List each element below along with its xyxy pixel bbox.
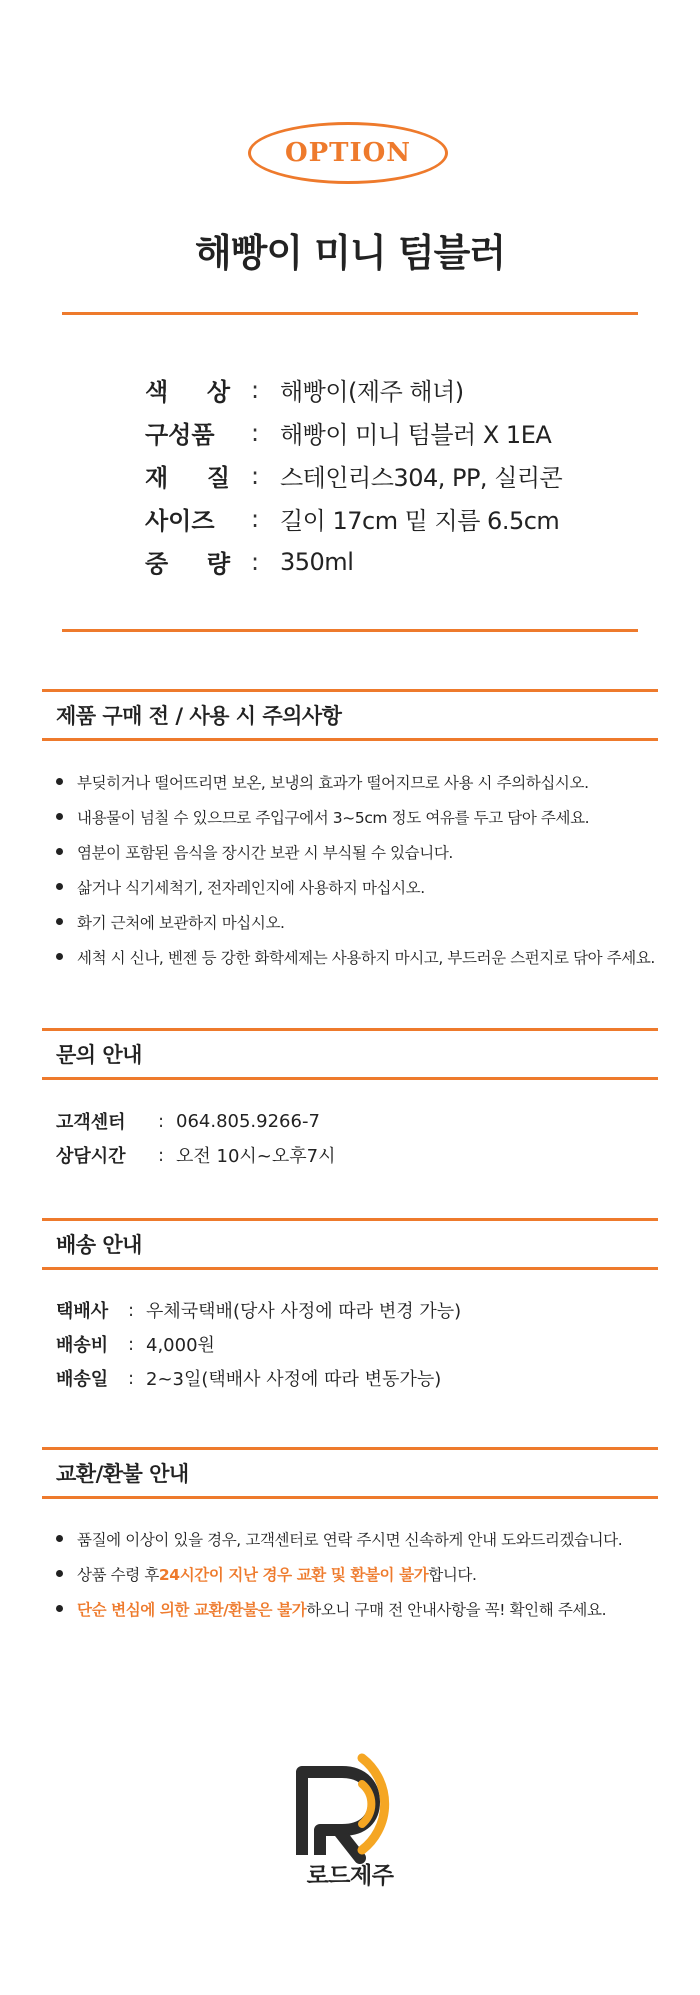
spec-list [145,368,562,583]
phone-number[interactable]: 064.805.9266-7 [176,1110,320,1132]
spec-colon: : [250,418,260,447]
exchange-list [56,1521,622,1626]
info-colon: : [127,1367,135,1389]
list-item: 단순 변심에 의한 교환/환불은 불가 하오니 구매 전 안내사항을 꼭! 확인해 주세요. [56,1591,622,1626]
spec-row-color [145,368,562,411]
info-row-hours [56,1138,336,1172]
info-colon: : [157,1144,165,1166]
spec-label: 재 질 [145,464,230,492]
bullet-icon [56,1570,63,1577]
bullet-icon [56,848,63,855]
spec-colon: : [250,504,260,533]
bullet-icon [56,953,63,960]
inquiry-info [56,1104,336,1172]
bullet-icon [56,778,63,785]
list-item: 화기 근처에 보관하지 마십시오. [56,904,655,939]
caution-list [56,764,655,974]
info-value: 우체국택배(당사 사정에 따라 변경 가능) [146,1301,462,1322]
info-label: 고객센터 [56,1112,126,1133]
spec-row-components [145,411,562,454]
info-value: 4,000원 [146,1335,215,1356]
spec-row-material [145,454,562,497]
info-value: 2~3일(택배사 사정에 따라 변동가능) [146,1369,442,1390]
section-title-shipping: 배송 안내 [42,1218,658,1270]
highlight-text: 24시간이 지난 경우 교환 및 환불이 불가 [158,1565,429,1584]
info-row-customer-center [56,1104,336,1138]
bullet-icon [56,883,63,890]
info-row-fee [56,1327,461,1361]
list-item: 세척 시 신나, 벤젠 등 강한 화학세제는 사용하지 마시고, 부드러운 스펀지로 닦아 주세요. [56,939,655,974]
spec-colon: : [250,375,260,404]
info-colon: : [127,1299,135,1321]
list-item: 내용물이 넘칠 수 있으므로 주입구에서 3~5cm 정도 여유를 두고 담아 주세요. [56,799,655,834]
spec-label: 색 상 [145,378,230,406]
info-value: 오전 10시~오후7시 [176,1146,336,1167]
bullet-icon [56,918,63,925]
info-label: 배송일 [56,1369,109,1390]
spec-value: 길이 17cm 밑 지름 6.5cm [280,507,560,535]
spec-row-size [145,497,562,540]
section-title-caution: 제품 구매 전 / 사용 시 주의사항 [42,689,658,741]
info-colon: : [157,1110,165,1132]
divider-bottom [62,629,638,632]
info-label: 배송비 [56,1335,109,1356]
spec-colon: : [250,547,260,576]
spec-row-weight [145,540,562,583]
bullet-icon [56,1605,63,1612]
shipping-info [56,1293,461,1395]
spec-value: 350ml [280,547,354,576]
info-label: 택배사 [56,1301,109,1322]
spec-label: 사이즈 [145,507,215,535]
bullet-icon [56,1535,63,1542]
product-title: 해빵이 미니 텀블러 [194,231,506,275]
brand-name: 로드제주 [306,1863,394,1889]
spec-colon: : [250,461,260,490]
option-badge: OPTION [248,122,448,184]
list-item: 상품 수령 후 24시간이 지난 경우 교환 및 환불이 불가 합니다. [56,1556,622,1591]
section-title-inquiry: 문의 안내 [42,1028,658,1080]
spec-label: 구성품 [145,421,215,449]
spec-value: 해빵이(제주 해녀) [280,378,464,406]
info-row-courier [56,1293,461,1327]
info-colon: : [127,1333,135,1355]
spec-label: 중 량 [145,550,230,578]
spec-value: 스테인리스304, PP, 실리콘 [280,464,563,492]
bullet-icon [56,813,63,820]
info-row-delivery-days [56,1361,461,1395]
list-item: 품질에 이상이 있을 경우, 고객센터로 연락 주시면 신속하게 안내 도와드리겠습니다. [56,1521,622,1556]
list-item: 삶거나 식기세척기, 전자레인지에 사용하지 마십시오. [56,869,655,904]
divider-top [62,312,638,315]
info-label: 상담시간 [56,1146,126,1167]
list-item: 부딪히거나 떨어뜨리면 보온, 보냉의 효과가 떨어지므로 사용 시 주의하십시오. [56,764,655,799]
list-item: 염분이 포함된 음식을 장시간 보관 시 부식될 수 있습니다. [56,834,655,869]
section-title-exchange: 교환/환불 안내 [42,1447,658,1499]
highlight-text: 단순 변심에 의한 교환/환불은 불가 [77,1600,307,1619]
spec-value: 해빵이 미니 텀블러 X 1EA [280,421,552,449]
